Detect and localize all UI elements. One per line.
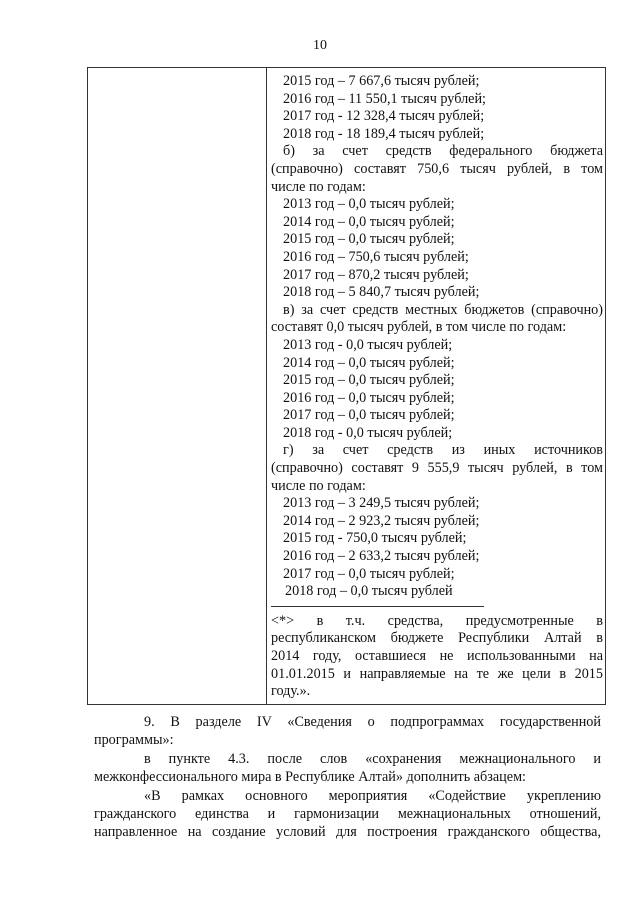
paragraph-line: гражданского единства и гармонизации межнациональных отношений,: [94, 805, 601, 822]
funding-line: 2015 год – 0,0 тысяч рублей;: [283, 231, 455, 248]
footnote-line: 2014 году, оставшиеся не использованными на: [271, 648, 603, 664]
funding-line: 2018 год - 18 189,4 тысяч рублей;: [283, 125, 485, 142]
page-number: 10: [313, 38, 327, 53]
funding-line: 2013 год – 0,0 тысяч рублей;: [283, 196, 455, 213]
footnote: [271, 613, 603, 701]
body-text: [94, 713, 601, 842]
funding-line: 2018 год - 0,0 тысяч рублей;: [283, 424, 453, 441]
footnote-line: 01.01.2015 и направляемые на те же цели в 2015: [271, 665, 603, 682]
funding-line: 2018 год – 0,0 тысяч рублей: [285, 583, 453, 600]
funding-line: (справочно) составят 9 555,9 тысяч рублей, в том: [271, 460, 603, 477]
column-divider: [266, 68, 267, 704]
funding-lines: [271, 73, 603, 601]
funding-line: 2016 год – 2 633,2 тысяч рублей;: [283, 548, 480, 565]
funding-line: б) за счет средств федерального бюджета: [283, 143, 603, 160]
funding-line: 2017 год – 0,0 тысяч рублей;: [283, 407, 455, 424]
funding-cell: [271, 73, 603, 701]
funding-line: 2014 год – 0,0 тысяч рублей;: [283, 213, 455, 230]
funding-line: 2013 год - 0,0 тысяч рублей;: [283, 336, 453, 353]
funding-line: 2016 год – 0,0 тысяч рублей;: [283, 389, 455, 406]
paragraph-line: «В рамках основного мероприятия «Содействие укреплению: [144, 787, 601, 804]
funding-line: 2016 год – 750,6 тысяч рублей;: [283, 248, 469, 265]
footnote-line: <*> в т.ч. средства, предусмотренные в: [271, 612, 603, 629]
paragraph-line: 9. В разделе IV «Сведения о подпрограммах государственной: [144, 714, 601, 730]
funding-line: 2014 год – 2 923,2 тысяч рублей;: [283, 512, 480, 529]
funding-line: (справочно) составят 750,6 тысяч рублей, в том: [271, 160, 603, 177]
footnote-line: году.».: [271, 683, 311, 700]
funding-line: числе по годам:: [271, 178, 366, 195]
funding-line: числе по годам:: [271, 477, 366, 494]
paragraph-line: направленное на создание условий для построения гражданского общества,: [94, 824, 601, 841]
footnote-separator: [271, 601, 603, 613]
funding-line: 2018 год – 5 840,7 тысяч рублей;: [283, 284, 480, 301]
program-table: [87, 67, 606, 705]
paragraph-line: в пункте 4.3. после слов «сохранения межнационального и: [144, 750, 601, 767]
funding-line: 2017 год – 870,2 тысяч рублей;: [283, 266, 469, 283]
funding-line: 2017 год - 12 328,4 тысяч рублей;: [283, 108, 485, 125]
funding-line: составят 0,0 тысяч рублей, в том числе по годам:: [271, 319, 567, 336]
funding-line: 2015 год - 750,0 тысяч рублей;: [283, 530, 467, 547]
paragraph-line: программы»:: [94, 732, 174, 749]
funding-line: 2015 год – 0,0 тысяч рублей;: [283, 372, 455, 389]
funding-line: г) за счет средств из иных источников: [283, 442, 603, 459]
funding-line: 2014 год – 0,0 тысяч рублей;: [283, 354, 455, 371]
funding-line: 2015 год – 7 667,6 тысяч рублей;: [283, 73, 480, 89]
funding-line: 2017 год – 0,0 тысяч рублей;: [283, 565, 455, 582]
footnote-line: республиканском бюджете Республики Алтай в: [271, 630, 603, 647]
funding-line: в) за счет средств местных бюджетов (справочно): [283, 301, 603, 318]
funding-line: 2013 год – 3 249,5 тысяч рублей;: [283, 495, 480, 512]
paragraph-line: межконфессионального мира в Республике Алтай» дополнить абзацем:: [94, 769, 526, 786]
funding-line: 2016 год – 11 550,1 тысяч рублей;: [283, 90, 486, 107]
